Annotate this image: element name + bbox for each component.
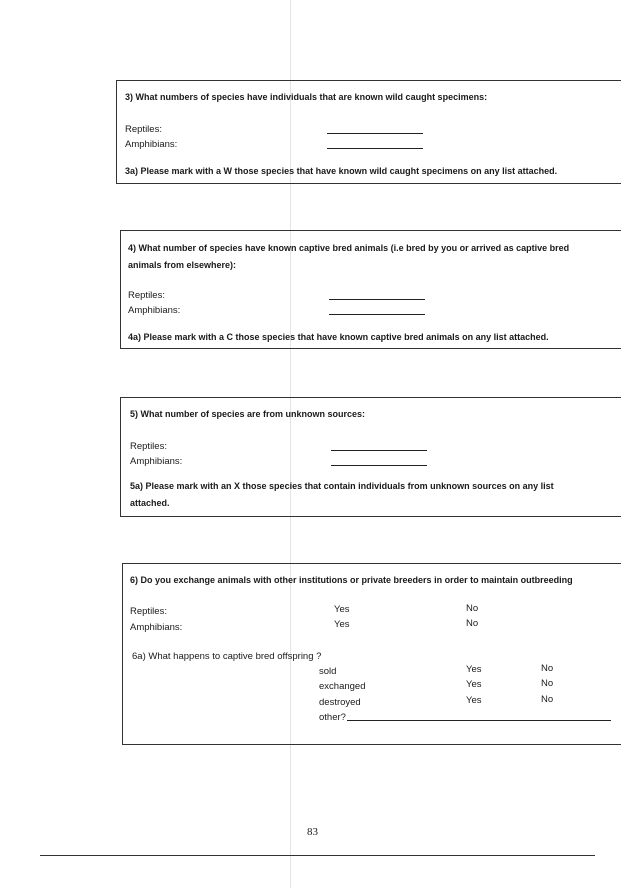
q5-reptiles-field[interactable] [331, 450, 427, 451]
footer-rule [40, 855, 595, 856]
q3-amphibians-label: Amphibians: [125, 139, 178, 150]
question-6-title: 6) Do you exchange animals with other institutions or private breeders in order to maintain outbreeding [130, 575, 573, 585]
q6a-destroyed-yes[interactable]: Yes [466, 695, 482, 706]
q4-amphibians-field[interactable] [329, 314, 425, 315]
question-6-box [122, 563, 621, 745]
q4-reptiles-label: Reptiles: [128, 290, 165, 301]
q5-reptiles-label: Reptiles: [130, 441, 167, 452]
question-4a-note: 4a) Please mark with a C those species that have known captive bred animals on any list attached. [128, 332, 549, 342]
q6-reptiles-label: Reptiles: [130, 606, 167, 617]
question-5-box [120, 397, 621, 517]
question-3-box [116, 80, 621, 184]
q3-reptiles-field[interactable] [327, 133, 423, 134]
question-4-box [120, 230, 621, 349]
question-4-title-cont: animals from elsewhere): [128, 260, 237, 270]
question-5a-note [130, 478, 621, 512]
q4-reptiles-field[interactable] [329, 299, 425, 300]
q6-amphibians-no[interactable]: No [466, 618, 479, 629]
question-3-title: 3) What numbers of species have individuals that are known wild caught specimens: [125, 92, 488, 102]
q6-reptiles-no[interactable]: No [466, 603, 479, 614]
q6a-option-sold: sold [319, 666, 337, 677]
page-number: 83 [307, 826, 318, 838]
q5-amphibians-field[interactable] [331, 465, 427, 466]
q6a-option-exchanged: exchanged [319, 681, 366, 692]
question-4-title: 4) What number of species have known captive bred animals (i.e bred by you or arrived as captive bred [128, 243, 570, 253]
question-6a-title: 6a) What happens to captive bred offspring ? [132, 651, 322, 662]
question-3a-note: 3a) Please mark with a W those species that have known wild caught specimens on any list attached. [125, 166, 558, 176]
q6a-destroyed-no[interactable]: No [541, 694, 554, 705]
q3-reptiles-label: Reptiles: [125, 124, 162, 135]
q4-amphibians-label: Amphibians: [128, 305, 181, 316]
q6a-option-other: other? [319, 712, 346, 723]
question-5-title: 5) What number of species are from unknown sources: [130, 409, 366, 419]
q6a-sold-yes[interactable]: Yes [466, 664, 482, 675]
q6a-exchanged-no[interactable]: No [541, 678, 554, 689]
q6-reptiles-yes[interactable]: Yes [334, 604, 350, 615]
q5-amphibians-label: Amphibians: [130, 456, 183, 467]
question-5a-note-line2: attached. [130, 498, 170, 508]
q6a-other-field[interactable] [347, 720, 611, 721]
q3-amphibians-field[interactable] [327, 148, 423, 149]
q6a-exchanged-yes[interactable]: Yes [466, 679, 482, 690]
question-5a-note-line1: 5a) Please mark with an X those species that contain individuals from unknown sources on any list [130, 481, 554, 491]
q6-amphibians-label: Amphibians: [130, 622, 183, 633]
q6a-sold-no[interactable]: No [541, 663, 554, 674]
q6-amphibians-yes[interactable]: Yes [334, 619, 350, 630]
q6a-option-destroyed: destroyed [319, 697, 361, 708]
